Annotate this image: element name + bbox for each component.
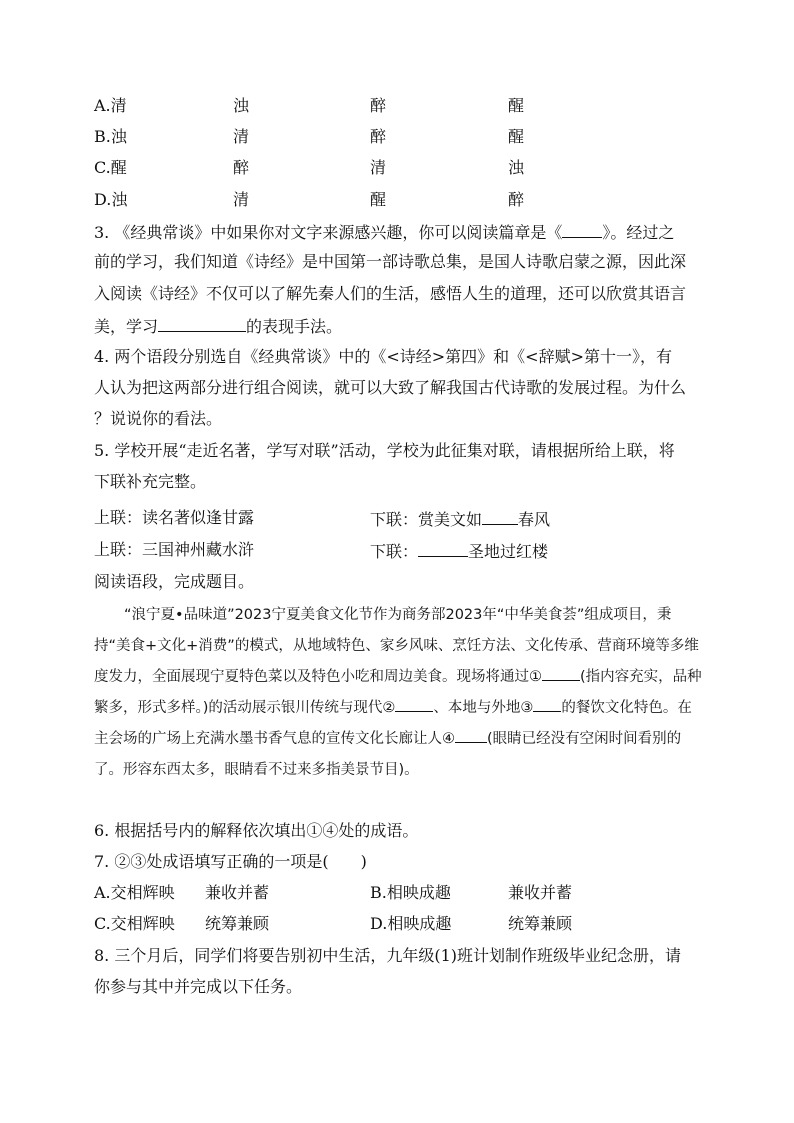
lower-couplet-text: 下联：赏美文如 (370, 510, 483, 529)
passage-text: 的餐饮文化特色。在主会场的广场上充满水墨书香气息的宣传文化长廊让人④ (94, 700, 692, 747)
answer-blank[interactable] (562, 221, 602, 238)
option-cell: 醉 (233, 158, 250, 177)
q5-line-2: 下联补充完整。 (94, 472, 207, 491)
option-cell: 醒 (508, 96, 525, 115)
q3-line-2: 前的学习，我们知道《诗经》是中国第一部诗歌总集，是国人诗歌启蒙之源，因此深 (94, 252, 687, 271)
q3-text: 》。经过之 (602, 223, 675, 242)
option-cell: 浊 (508, 158, 525, 177)
q3-line-3: 入阅读《诗经》不仅可以了解先秦人们的生活，感悟人生的道理，还可以欣赏其语言 (94, 284, 687, 303)
option-cell: 兼收并蓄 (205, 883, 270, 902)
upper-couplet: 上联：读名著似逢甘露 (94, 508, 255, 527)
option-cell: 清 (233, 190, 250, 209)
q3-line-4 (94, 315, 700, 337)
answer-blank[interactable] (455, 726, 487, 743)
passage-text: (眼睛已经没有空闲时间看别的了。形容东西太多，眼睛看不过来多指美景节目)。 (94, 731, 682, 778)
lower-couplet (370, 508, 550, 530)
upper-couplet: 上联：三国神州藏水浒 (94, 540, 255, 559)
option-cell: 统筹兼顾 (508, 914, 573, 933)
option-cell: 清 (370, 158, 387, 177)
passage-text: (指内容充实，品种繁多，形式多样。)的活动展示银川传统与现代② (94, 669, 702, 716)
option-label: B.相映成趣 (370, 883, 451, 902)
passage-text: 、本地与外地③ (433, 700, 534, 716)
option-cell: 醉 (370, 96, 387, 115)
q6-line: 6. 根据括号内的解释依次填出①④处的成语。 (94, 821, 419, 840)
answer-blank[interactable] (542, 664, 580, 681)
lower-couplet-text: 下联： (370, 542, 419, 561)
reading-passage (94, 600, 704, 786)
passage-text: “浪宁夏•品味道”2023宁夏美食文化节作为商务部2023年“中华美食荟”组成项目，秉持“美食+文化+消费”的模式，从地域特色、家乡风味、烹饪方法、文化传承、营商环境等多维度发力，全面展现宁夏特色菜以及特色小吃和周边美食。现场将通过① (94, 607, 699, 685)
lower-couplet-text: 春风 (518, 510, 551, 529)
option-label: A.清 (94, 96, 127, 115)
option-cell: 醒 (370, 190, 387, 209)
answer-blank[interactable] (158, 315, 246, 332)
reading-prompt: 阅读语段，完成题目。 (94, 572, 255, 591)
option-cell: 清 (233, 127, 250, 146)
option-cell: 醉 (508, 190, 525, 209)
q4-line-2: 人认为把这两部分进行组合阅读，就可以大致了解我国古代诗歌的发展过程。为什么 (94, 378, 687, 397)
option-label: D.相映成趣 (370, 914, 452, 933)
option-label: B.浊 (94, 127, 127, 146)
option-label: D.浊 (94, 190, 128, 209)
q3-text: 的表现手法。 (246, 317, 343, 336)
lower-couplet-text: 圣地过红楼 (468, 542, 549, 561)
q5-line-1: 5. 学校开展“走近名著，学写对联”活动，学校为此征集对联，请根据所给上联，将 (94, 441, 675, 460)
q3-text: 美，学习 (94, 317, 159, 336)
q3-text: 3. 《经典常谈》中如果你对文字来源感兴趣，你可以阅读篇章是《 (94, 223, 563, 242)
q8-line-1: 8. 三个月后，同学们将要告别初中生活，九年级(1)班计划制作班级毕业纪念册，请 (94, 946, 682, 965)
option-cell: 醒 (508, 127, 525, 146)
q4-line-3: ？说说你的看法。 (94, 409, 223, 428)
q3-line-1 (94, 221, 700, 243)
answer-blank[interactable] (482, 508, 518, 525)
answer-blank[interactable] (395, 695, 433, 712)
answer-blank[interactable] (418, 540, 468, 557)
option-label: A.交相辉映 (94, 883, 175, 902)
q7-stem: 7. ②③处成语填写正确的一项是( ) (94, 852, 367, 871)
option-cell: 浊 (233, 96, 250, 115)
option-cell: 兼收并蓄 (508, 883, 573, 902)
option-label: C.交相辉映 (94, 914, 175, 933)
q8-line-2: 你参与其中并完成以下任务。 (94, 977, 303, 996)
option-cell: 统筹兼顾 (205, 914, 270, 933)
option-label: C.醒 (94, 158, 127, 177)
q4-line-1: 4. 两个语段分别选自《经典常谈》中的《<诗经>第四》和《<辞赋>第十一》，有 (94, 347, 672, 366)
answer-blank[interactable] (533, 695, 561, 712)
lower-couplet (370, 540, 548, 562)
option-cell: 醉 (370, 127, 387, 146)
